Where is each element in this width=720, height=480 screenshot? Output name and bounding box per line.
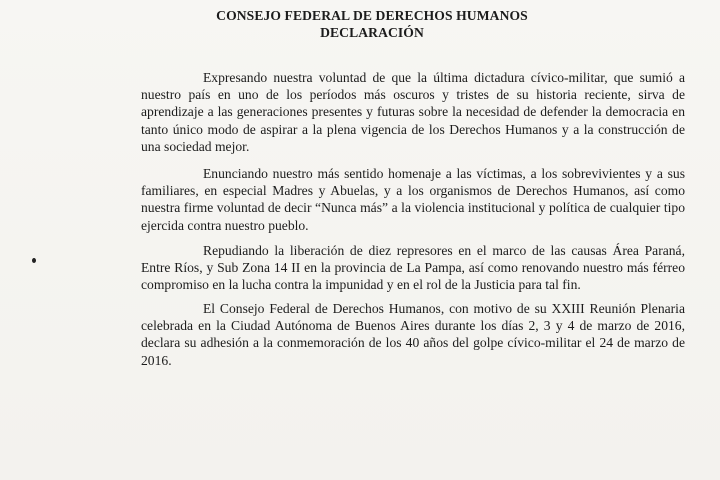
paragraph-consejo: El Consejo Federal de Derechos Humanos, con motivo de su XXIII Reunión Plenaria celebrada en la Ciudad Autónoma de Buenos Aires durante los días 2, 3 y 4 de marzo de 2016, declara su adhesión a la conmemoración de los 40 años del golpe cívico-militar el 24 de marzo de 2016.: [141, 301, 685, 368]
paragraph-repudiando: Repudiando la liberación de diez represores en el marco de las causas Área Paraná, Entre Ríos, y Sub Zona 14 II en la provincia de La Pampa, así como renovando nuestro más férreo compromiso en la lucha contra la impunidad y en el rol de la Justicia para tal fin.: [141, 243, 685, 293]
ink-mark: [32, 258, 36, 263]
document-subtitle: DECLARACIÓN: [320, 25, 424, 40]
paragraph-enunciando: Enunciando nuestro más sentido homenaje a las víctimas, a los sobrevivientes y a sus familiares, en especial Madres y Abuelas, y a los organismos de Derechos Humanos, así como nuestra firme voluntad de decir “Nunca más” a la violencia institucional y política de cualquier tipo ejercida contra nuestro pueblo.: [141, 166, 685, 233]
document-title: CONSEJO FEDERAL DE DERECHOS HUMANOS: [216, 8, 528, 23]
paragraph-expresando: Expresando nuestra voluntad de que la última dictadura cívico-militar, que sumió a nuestro país en uno de los períodos más oscuros y tristes de su historia reciente, sirva de aprendizaje a las generaciones presentes y futuras sobre la necesidad de defender la democracia en tanto único modo de aspirar a la plena vigencia de los Derechos Humanos y a la construcción de una sociedad mejor.: [141, 70, 685, 154]
